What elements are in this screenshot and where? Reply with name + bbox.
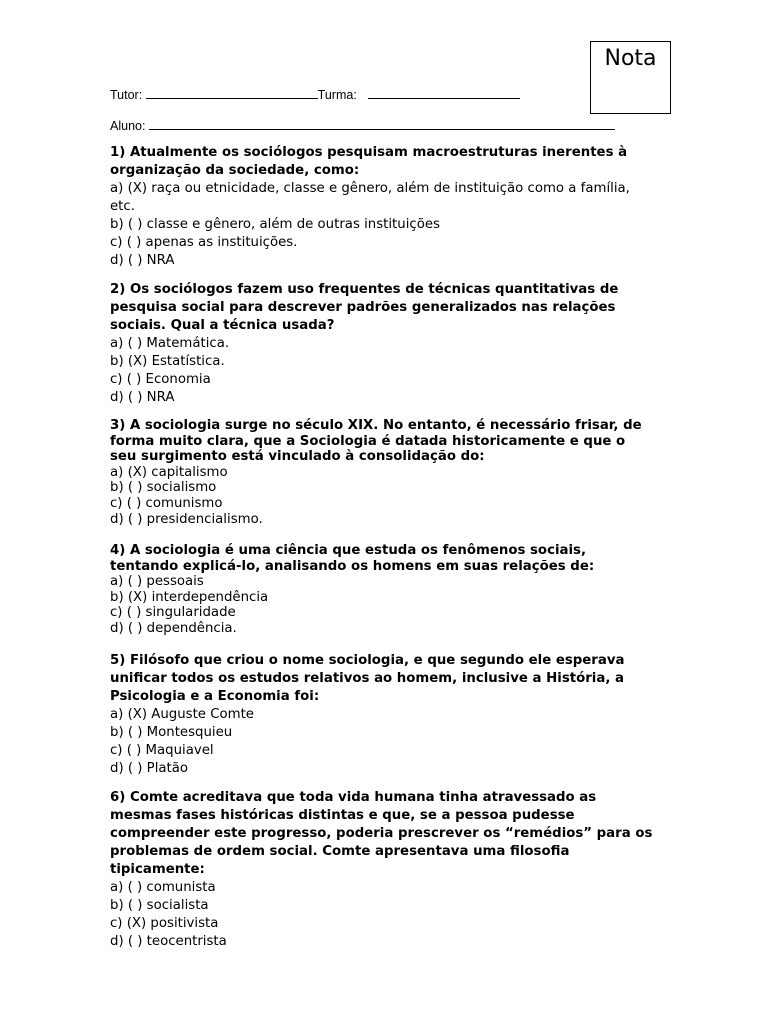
question-4 (110, 543, 655, 637)
question-3 (110, 418, 655, 527)
turma-field[interactable] (368, 86, 520, 99)
question-5 (110, 652, 655, 778)
question-title: 5) Filósofo que criou o nome sociologia, e que segundo ele esperava unificar todos os estudos relativos ao homem, inclusive a História, a Psicologia e a Economia foi: (110, 653, 625, 704)
question-6 (110, 789, 655, 951)
option-a: a) ( ) comunista (110, 880, 216, 895)
question-title: 2) Os sociólogos fazem uso frequentes de técnicas quantitativas de pesquisa social para descrever padrões generalizados nas relações sociais. Qual a técnica usada? (110, 282, 619, 333)
option-d: d) ( ) Platão (110, 761, 189, 776)
option-b: b) (X) Estatística. (110, 354, 225, 369)
option-c: c) (X) positivista (110, 916, 219, 931)
option-a: a) (X) Auguste Comte (110, 707, 254, 722)
option-b: b) ( ) classe e gênero, além de outras instituições (110, 217, 440, 232)
question-1 (110, 144, 655, 270)
question-title: 1) Atualmente os sociólogos pesquisam macroestruturas inerentes à organização da sociedade, como: (110, 145, 628, 178)
nota-label: Nota (604, 46, 657, 71)
question-title: 4) A sociologia é uma ciência que estuda os fenômenos sociais, tentando explicá-lo, analisando os homens em suas relações de: (110, 543, 595, 574)
aluno-label: Aluno: (110, 119, 146, 133)
option-b: b) (X) interdependência (110, 589, 269, 605)
option-c: c) ( ) singularidade (110, 605, 236, 621)
option-a: a) ( ) Matemática. (110, 336, 230, 351)
option-d: d) ( ) NRA (110, 253, 175, 268)
question-title: 6) Comte acreditava que toda vida humana tinha atravessado as mesmas fases históricas distintas e que, se a pessoa pudesse compreender este progresso, poderia prescrever os “remédios” para os problemas de ordem social. Comte apresentava uma filosofia tipicamente: (110, 790, 653, 877)
option-a: a) (X) raça ou etnicidade, classe e gênero, além de instituição como a família, etc. (110, 181, 630, 214)
tutor-label: Tutor: (110, 88, 143, 102)
aluno-field[interactable] (149, 117, 615, 130)
aluno-row (110, 117, 615, 133)
option-d: d) ( ) NRA (110, 390, 175, 405)
question-2 (110, 281, 655, 407)
option-c: c) ( ) apenas as instituições. (110, 235, 298, 250)
nota-box (590, 41, 671, 114)
option-d: d) ( ) dependência. (110, 620, 237, 636)
tutor-row (110, 86, 520, 102)
option-c: c) ( ) comunismo (110, 495, 223, 511)
option-d: d) ( ) teocentrista (110, 934, 227, 949)
option-a: a) ( ) pessoais (110, 574, 204, 590)
tutor-field[interactable] (146, 86, 318, 99)
option-a: a) (X) capitalismo (110, 464, 228, 480)
option-c: c) ( ) Economia (110, 372, 211, 387)
option-c: c) ( ) Maquiavel (110, 743, 214, 758)
option-b: b) ( ) socialista (110, 898, 209, 913)
question-title: 3) A sociologia surge no século XIX. No entanto, é necessário frisar, de forma muito clara, que a Sociologia é datada historicamente e que o seu surgimento está vinculado à consolidação do: (110, 418, 642, 465)
turma-label: Turma: (317, 88, 357, 102)
option-b: b) ( ) Montesquieu (110, 725, 233, 740)
option-d: d) ( ) presidencialismo. (110, 511, 263, 527)
option-b: b) ( ) socialismo (110, 480, 217, 496)
